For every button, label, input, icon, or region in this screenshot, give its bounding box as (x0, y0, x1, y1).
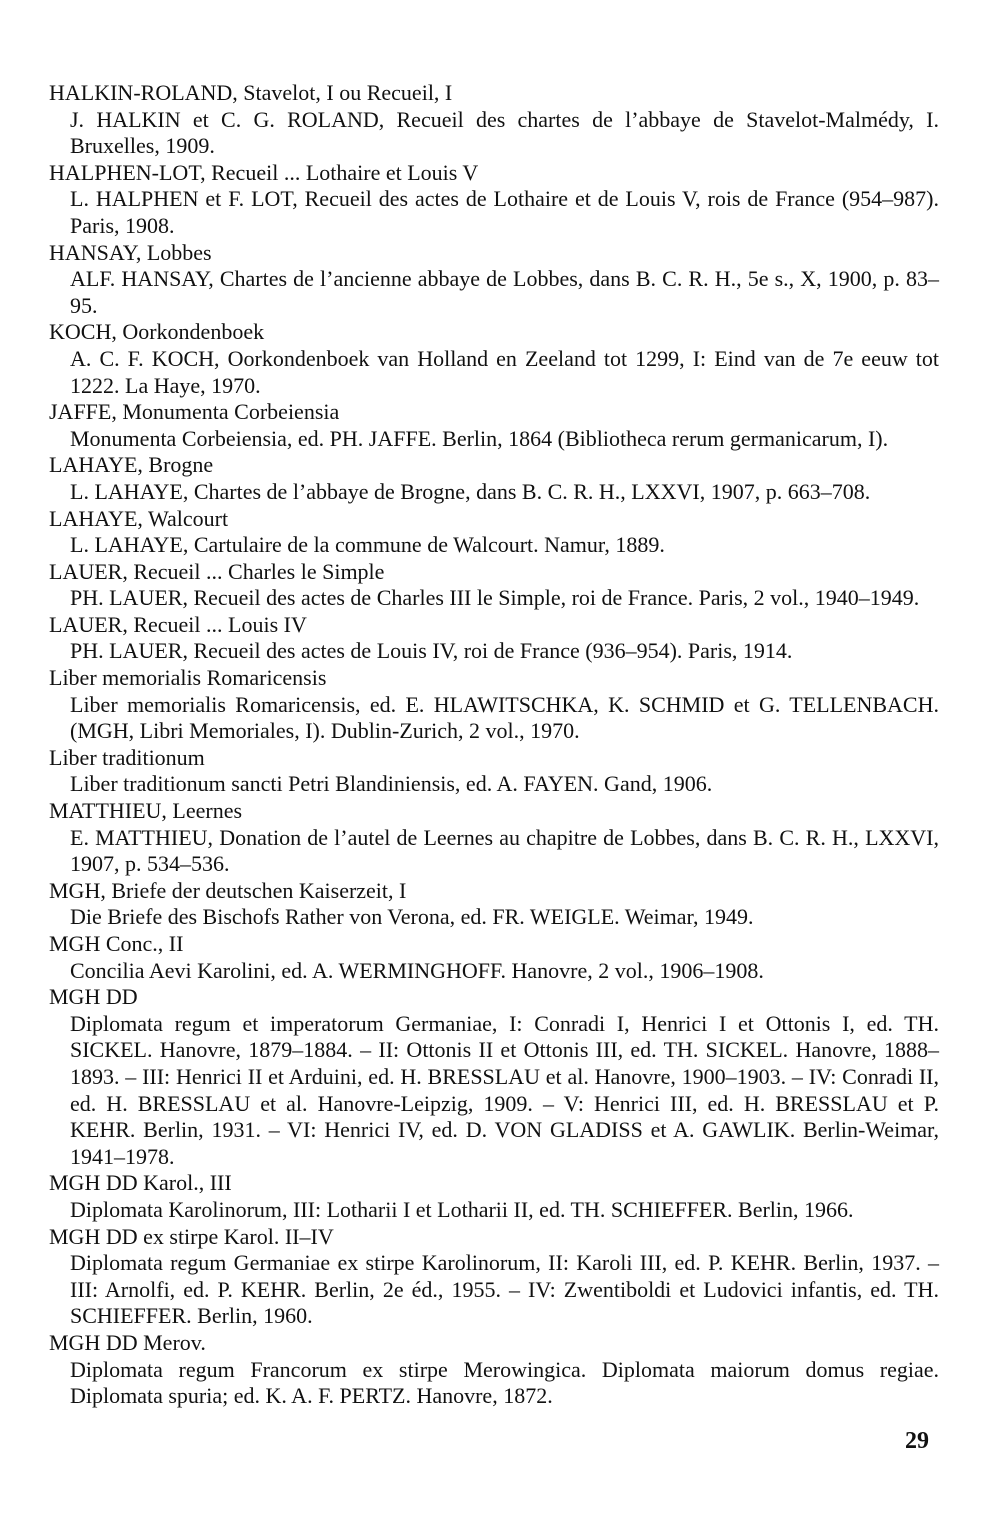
entry-reference: Concilia Aevi Karolini, ed. A. WERMINGHOFF. Hanovre, 2 vol., 1906–1908. (70, 957, 764, 983)
bibliography-entry (49, 160, 939, 240)
entry-abbreviation: LAHAYE, Brogne (49, 452, 214, 478)
bibliography-entry (49, 612, 939, 665)
bibliography-entry (49, 1224, 939, 1330)
entry-reference: ALF. HANSAY, Chartes de l’ancienne abbaye de Lobbes, dans B. C. R. H., 5e s., X, 1900, p. 83–95. (70, 266, 939, 318)
bibliography-entry (49, 319, 939, 399)
entry-reference: L. LAHAYE, Cartulaire de la commune de Walcourt. Namur, 1889. (70, 532, 665, 558)
entry-reference: Liber memorialis Romaricensis, ed. E. HLAWITSCHKA, K. SCHMID et G. TELLENBACH. (MGH, Libri Memoriales, I). Dublin-Zurich, 2 vol., 1970. (70, 691, 939, 744)
bibliography-entry (49, 506, 939, 559)
bibliography-entry (49, 80, 939, 160)
entry-reference: E. MATTHIEU, Donation de l’autel de Leernes au chapitre de Lobbes, dans B. C. R. H., LXXVI, 1907, p. 534–536. (70, 824, 939, 877)
entry-reference: Diplomata regum et imperatorum Germaniae, I: Conradi I, Henrici I et Ottonis I, ed. TH. SICKEL. Hanovre, 1879–1884. – II: Ottonis II et Ottonis III, ed. TH. SICKEL. Hanovre, 1888–1893. – III: Henrici II et Arduini, ed. H. BRESSLAU et al. Hanovre, 1900–1903. – IV: Conradi II, ed. H. BRESSLAU et al. Hanovre-Leipzig, 1909. – V: Henrici III, ed. H. BRESSLAU et P. KEHR. Berlin, 1931. – VI: Henrici IV, ed. D. VON GLADISS et A. GAWLIK. Berlin-Weimar, 1941–1978. (70, 1010, 939, 1169)
bibliography-entry (49, 745, 939, 798)
entry-abbreviation: HALKIN-ROLAND, Stavelot, I ou Recueil, I (49, 80, 453, 105)
entry-reference: J. HALKIN et C. G. ROLAND, Recueil des chartes de l’abbaye de Stavelot-Malmédy, I. Bruxelles, 1909. (70, 106, 939, 159)
bibliography-entry (49, 665, 939, 745)
entry-reference: PH. LAUER, Recueil des actes de Louis IV, roi de France (936–954). Paris, 1914. (70, 638, 793, 664)
entry-abbreviation: LAHAYE, Walcourt (49, 505, 229, 531)
entry-reference: Diplomata Karolinorum, III: Lotharii I et Lotharii II, ed. TH. SCHIEFFER. Berlin, 1966. (70, 1196, 854, 1222)
bibliography-entry (49, 878, 939, 931)
entry-abbreviation: LAUER, Recueil ... Louis IV (49, 611, 307, 637)
bibliography-entry (49, 1330, 939, 1410)
bibliography-entry (49, 399, 939, 452)
bibliography-list (49, 80, 939, 1410)
entry-abbreviation: Liber traditionum (49, 744, 205, 770)
entry-reference: L. LAHAYE, Chartes de l’abbaye de Brogne, dans B. C. R. H., LXXVI, 1907, p. 663–708. (70, 478, 871, 504)
entry-abbreviation: HANSAY, Lobbes (49, 239, 212, 265)
entry-abbreviation: MGH DD (49, 984, 138, 1010)
entry-abbreviation: MGH DD ex stirpe Karol. II–IV (49, 1223, 334, 1249)
entry-abbreviation: LAUER, Recueil ... Charles le Simple (49, 558, 385, 584)
entry-reference: PH. LAUER, Recueil des actes de Charles III le Simple, roi de France. Paris, 2 vol., 1940–1949. (70, 585, 920, 611)
entry-reference: Liber traditionum sancti Petri Blandiniensis, ed. A. FAYEN. Gand, 1906. (70, 771, 713, 797)
entry-reference: Monumenta Corbeiensia, ed. PH. JAFFE. Berlin, 1864 (Bibliotheca rerum germanicarum, I). (70, 425, 889, 451)
bibliography-entry (49, 240, 939, 320)
entry-reference: Diplomata regum Germaniae ex stirpe Karolinorum, II: Karoli III, ed. P. KEHR. Berlin, 1937. – III: Arnolfi, ed. P. KEHR. Berlin, 2e éd., 1955. – IV: Zwentiboldi et Ludovici infantis, ed. TH. SCHIEFFER. Berlin, 1960. (70, 1250, 939, 1329)
bibliography-entry (49, 931, 939, 984)
bibliography-entry (49, 1170, 939, 1223)
entry-abbreviation: HALPHEN-LOT, Recueil ... Lothaire et Louis V (49, 159, 479, 185)
entry-abbreviation: MGH Conc., II (49, 931, 184, 956)
entry-abbreviation: MGH, Briefe der deutschen Kaiserzeit, I (49, 877, 407, 903)
entry-abbreviation: MATTHIEU, Leernes (49, 798, 243, 824)
bibliography-entry (49, 559, 939, 612)
entry-abbreviation: MGH DD Merov. (49, 1329, 206, 1355)
entry-reference: L. HALPHEN et F. LOT, Recueil des actes de Lothaire et de Louis V, rois de France (954–987). Paris, 1908. (70, 186, 939, 238)
bibliography-entry (49, 798, 939, 878)
entry-abbreviation: KOCH, Oorkondenboek (49, 319, 265, 345)
entry-abbreviation: JAFFE, Monumenta Corbeiensia (49, 399, 340, 425)
entry-abbreviation: Liber memorialis Romaricensis (49, 665, 327, 691)
entry-reference: Die Briefe des Bischofs Rather von Verona, ed. FR. WEIGLE. Weimar, 1949. (70, 904, 754, 930)
entry-reference: A. C. F. KOCH, Oorkondenboek van Holland en Zeeland tot 1299, I: Eind van de 7e eeuw tot 1222. La Haye, 1970. (70, 345, 939, 398)
bibliography-entry (49, 452, 939, 505)
entry-reference: Diplomata regum Francorum ex stirpe Merowingica. Diplomata maiorum domus regiae. Diplomata spuria; ed. K. A. F. PERTZ. Hanovre, 1872. (70, 1356, 939, 1409)
page-number: 29 (905, 1428, 929, 1454)
entry-abbreviation: MGH DD Karol., III (49, 1170, 232, 1196)
bibliography-entry (49, 984, 939, 1170)
